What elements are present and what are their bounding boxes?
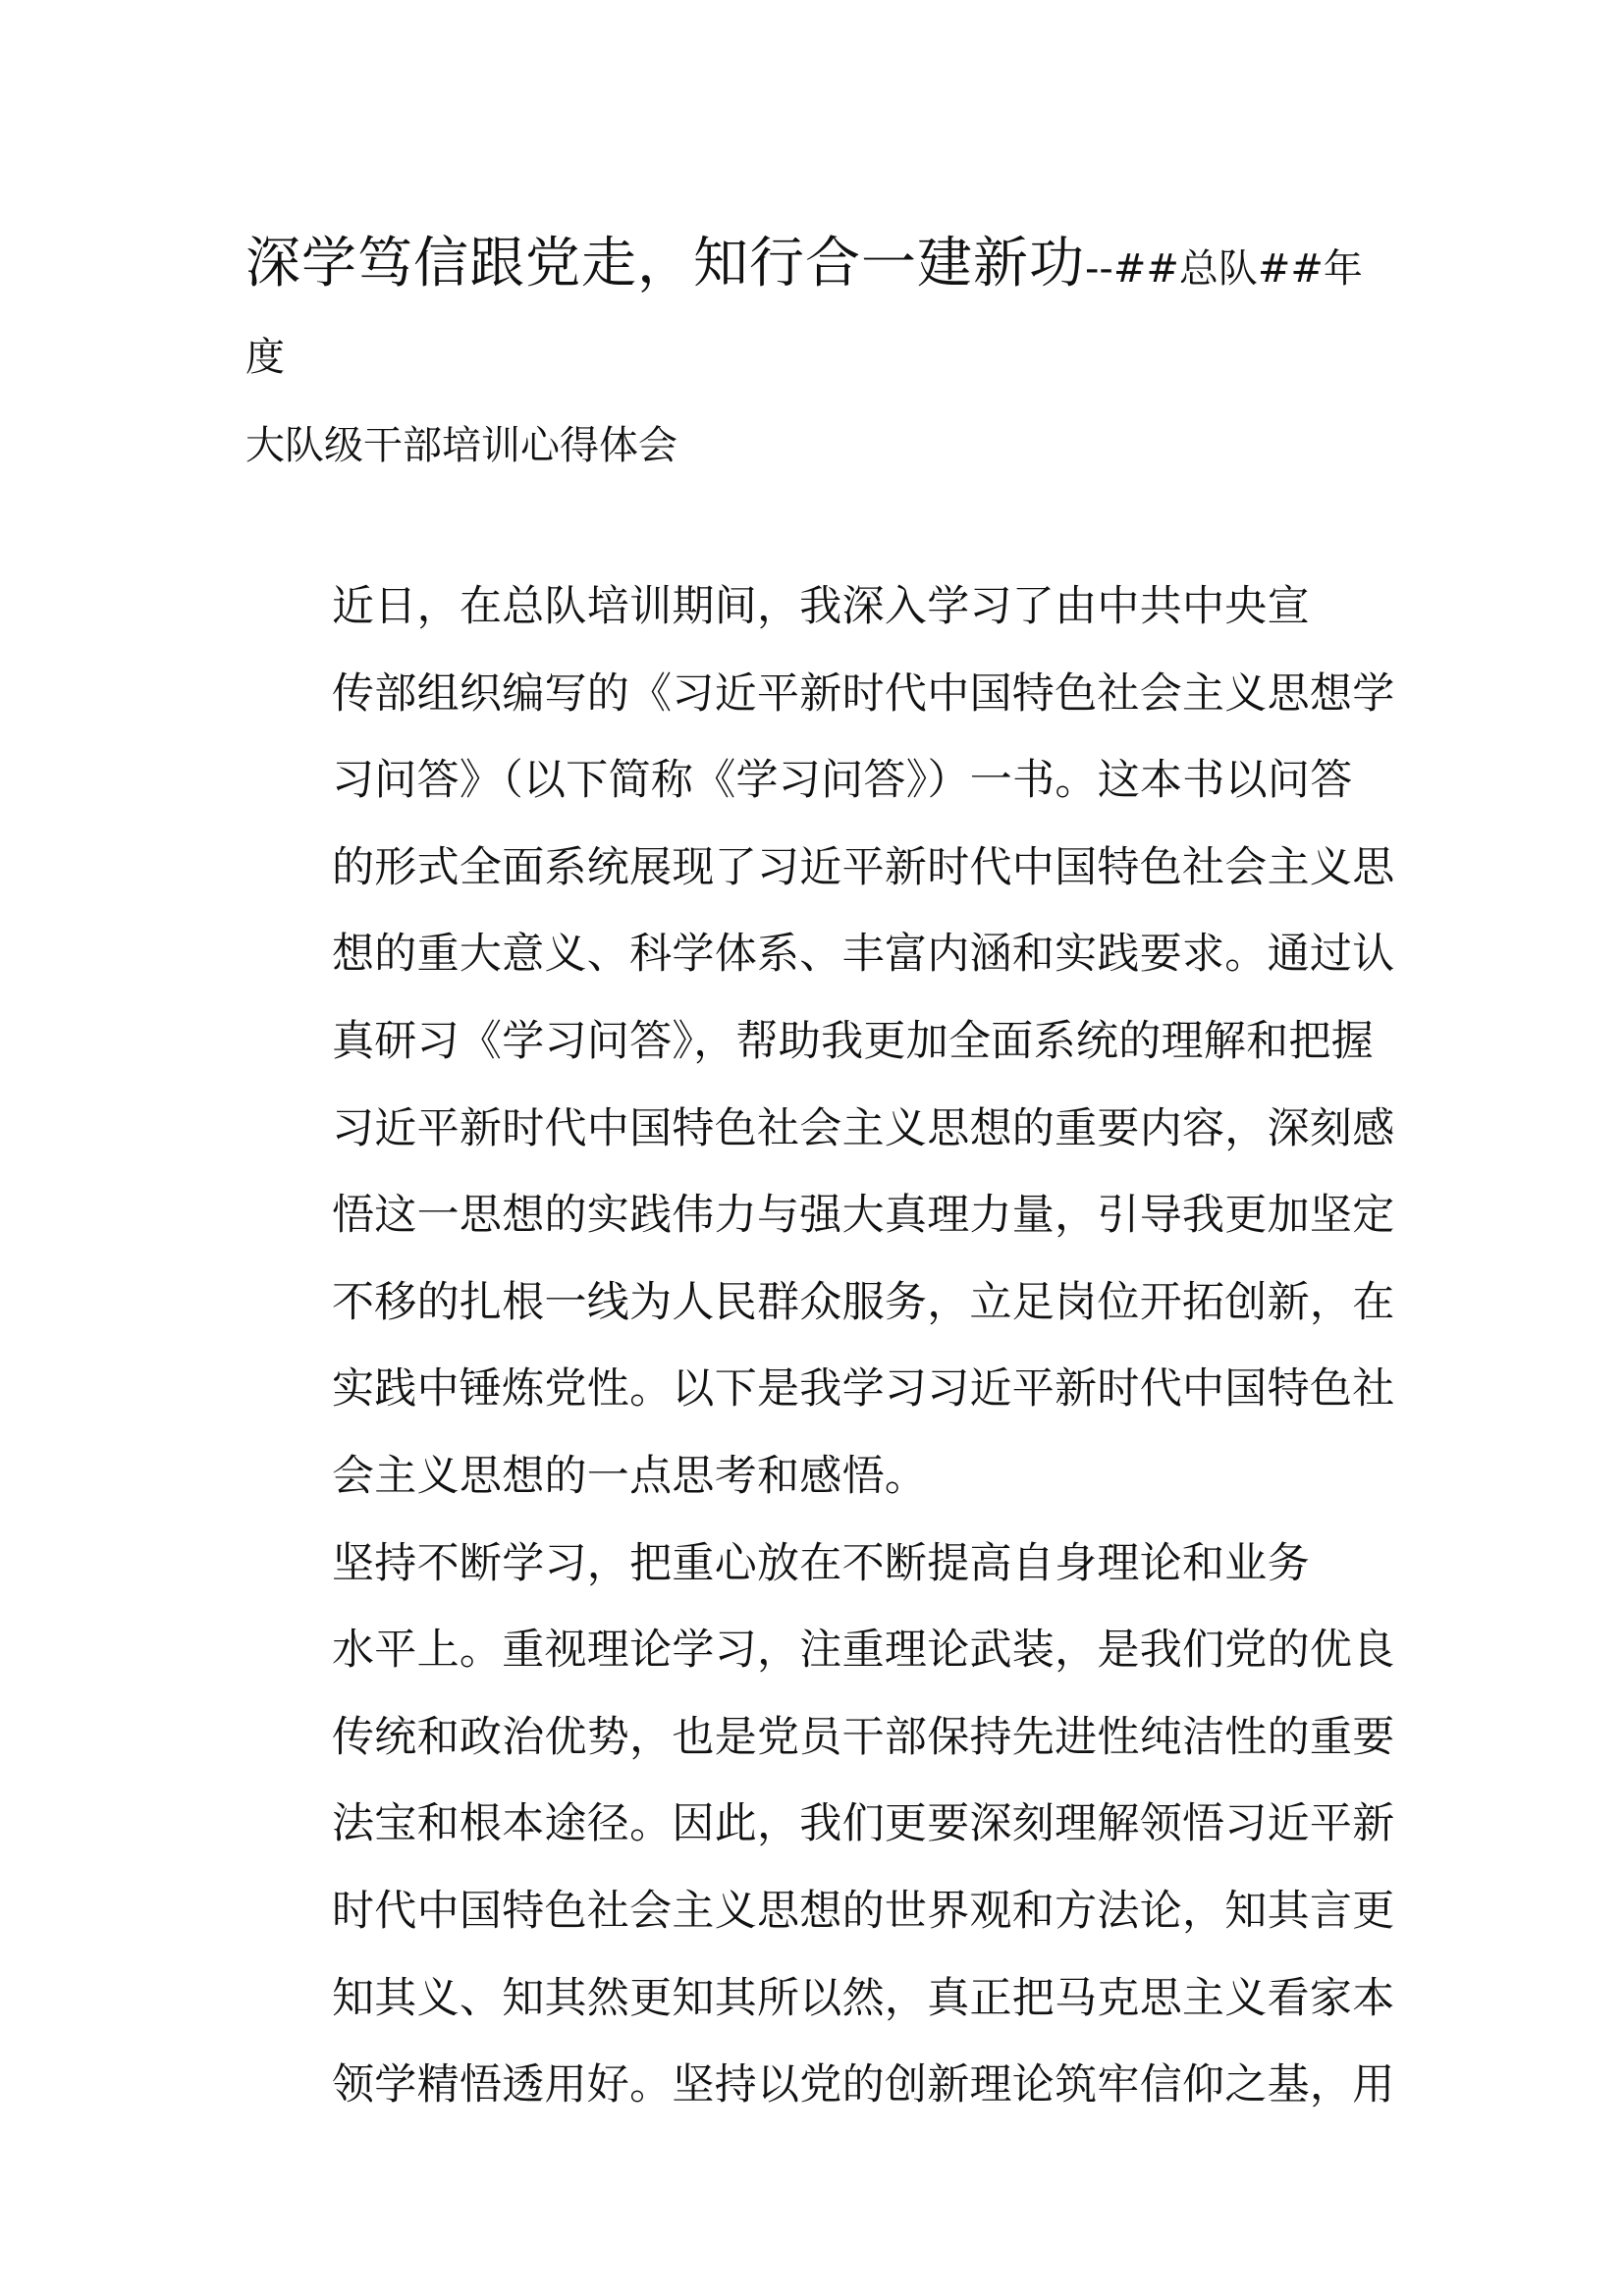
paragraph-line: 水平上。重视理论学习，注重理论武装，是我们党的优良: [332, 1626, 1395, 1676]
paragraph-line: 领学精悟透用好。坚持以党的创新理论筑牢信仰之基，用: [332, 2060, 1395, 2110]
paragraph-1: [247, 563, 1395, 1521]
paragraph-line: 实践中锤炼党性。以下是我学习习近平新时代中国特色社: [332, 1364, 1395, 1415]
title-subtitle: --##总队##年度: [245, 246, 1363, 380]
paragraph-line: 传统和政治优势，也是党员干部保持先进性纯洁性的重要: [332, 1712, 1395, 1762]
document-title: [245, 221, 1394, 491]
paragraph-line: 悟这一思想的实践伟力与强大真理力量，引导我更加坚定: [332, 1191, 1395, 1241]
paragraph-line: 的形式全面系统展现了习近平新时代中国特色社会主义思: [332, 842, 1395, 892]
title-main: 深学笃信跟党走，知行合一建新功: [245, 232, 1085, 295]
document-body: [247, 563, 1395, 2129]
paragraph-line: 传部组织编写的《习近平新时代中国特色社会主义思想学: [332, 668, 1395, 719]
paragraph-line: 真研习《学习问答》，帮助我更加全面系统的理解和把握: [332, 1016, 1374, 1066]
paragraph-line: 不移的扎根一线为人民群众服务，立足岗位开拓创新，在: [332, 1277, 1395, 1327]
paragraph-line: 法宝和根本途径。因此，我们更要深刻理解领悟习近平新: [332, 1799, 1395, 1849]
paragraph-line: 知其义、知其然更知其所以然，真正把马克思主义看家本: [332, 1973, 1395, 2023]
paragraph-line: 想的重大意义、科学体系、丰富内涵和实践要求。通过认: [332, 930, 1395, 980]
paragraph-line: 坚持不断学习，把重心放在不断提高自身理论和业务: [332, 1538, 1310, 1588]
paragraph-2: [247, 1521, 1395, 2129]
paragraph-line: 近日，在总队培训期间，我深入学习了由中共中央宣: [332, 582, 1310, 631]
paragraph-line: 时代中国特色社会主义思想的世界观和方法论，知其言更: [332, 1886, 1395, 1936]
paragraph-line: 习近平新时代中国特色社会主义思想的重要内容，深刻感: [332, 1103, 1395, 1153]
title-line-2: 大队级干部培训心得体会: [245, 423, 677, 468]
paragraph-line: 习问答》（以下简称《学习问答》）一书。这本书以问答: [332, 756, 1353, 806]
paragraph-line: 会主义思想的一点思考和感悟。: [332, 1451, 928, 1501]
